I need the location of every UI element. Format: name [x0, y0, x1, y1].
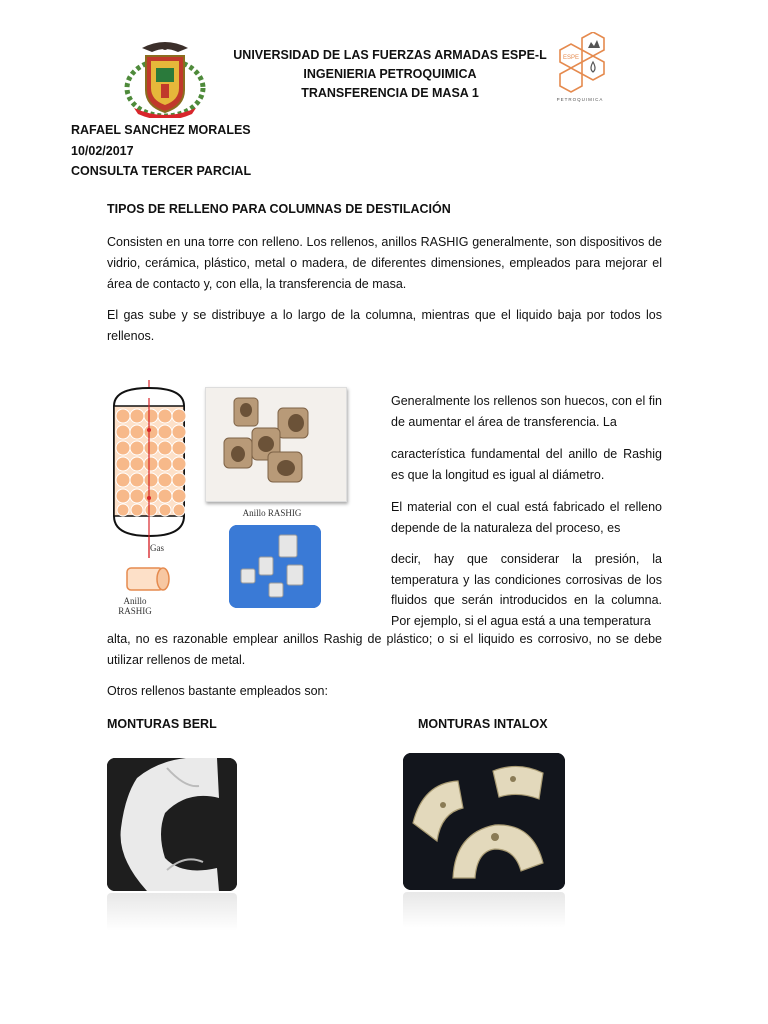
university-emblem [122, 38, 208, 118]
photo-caption: Anillo RASHIG [242, 508, 302, 518]
gas-label: Gas [150, 543, 164, 553]
course-name: TRANSFERENCIA DE MASA 1 [301, 86, 479, 100]
document-date: 10/02/2017 [71, 143, 134, 158]
paragraph-2: El gas sube y se distribuye a lo largo de la columna, mientras que el liquido baja por todos los rellenos. [107, 308, 662, 343]
intalox-saddle-photo [403, 753, 565, 890]
berl-saddle-photo [107, 758, 237, 891]
rashig-rings-photo [205, 387, 347, 502]
document-subject: CONSULTA TERCER PARCIAL [71, 164, 252, 178]
paragraph-1: Consisten en una torre con relleno. Los rellenos, anillos RASHIG generalmente, son dispositivos de vidrio, cerámica, plástico, metal o madera, de diferentes dimensiones, empleados para mejorar el área de contacto y, con ella, la transferencia de masa. [107, 235, 662, 291]
side-text-1: Generalmente los rellenos son huecos, con el fin de aumentar el área de transferencia. La [391, 394, 662, 429]
paragraph-3: alta, no es razonable emplear anillos Rashig de plástico; o si el liquido es corrosivo, no se debe utilizar rellenos de metal. [107, 632, 662, 667]
label-monturas-intalox: MONTURAS INTALOX [418, 717, 548, 731]
espe-logo-subtitle: PETROQUIMICA [556, 97, 604, 102]
section-title: TIPOS DE RELLENO PARA COLUMNAS DE DESTILACIÓN [107, 202, 451, 216]
document-header [200, 46, 580, 103]
berl-photo-reflection [107, 893, 237, 931]
label-monturas-berl: MONTURAS BERL [107, 717, 217, 731]
espe-petroquimica-logo [542, 32, 618, 104]
university-name: UNIVERSIDAD DE LAS FUERZAS ARMADAS ESPE-L [233, 48, 547, 62]
intalox-photo-reflection [403, 892, 565, 928]
paragraph-4: Otros rellenos bastante empleados son: [107, 684, 328, 698]
ring-caption-line2: RASHIG [118, 606, 152, 616]
ring-caption-line1: Anillo [123, 596, 147, 606]
side-text-2: característica fundamental del anillo de Rashig es que la longitud es igual al diámetro. [391, 447, 662, 482]
author-name: RAFAEL SANCHEZ MORALES [71, 123, 251, 137]
side-text-4: decir, hay que considerar la presión, la temperatura y las condiciones corrosivas de los fluidos que serán introducidos en la columna. Por ejemplo, si el agua está a una temperatura [391, 552, 662, 628]
side-text-3: El material con el cual está fabricado el relleno depende de la naturaleza del proceso, es [391, 500, 662, 535]
ceramic-rings-blue-photo [229, 525, 321, 608]
program-name: INGENIERIA PETROQUIMICA [303, 67, 477, 81]
document-meta [71, 120, 251, 182]
espe-logo-text: ESPE [562, 55, 580, 61]
packed-column-diagram [107, 378, 197, 618]
